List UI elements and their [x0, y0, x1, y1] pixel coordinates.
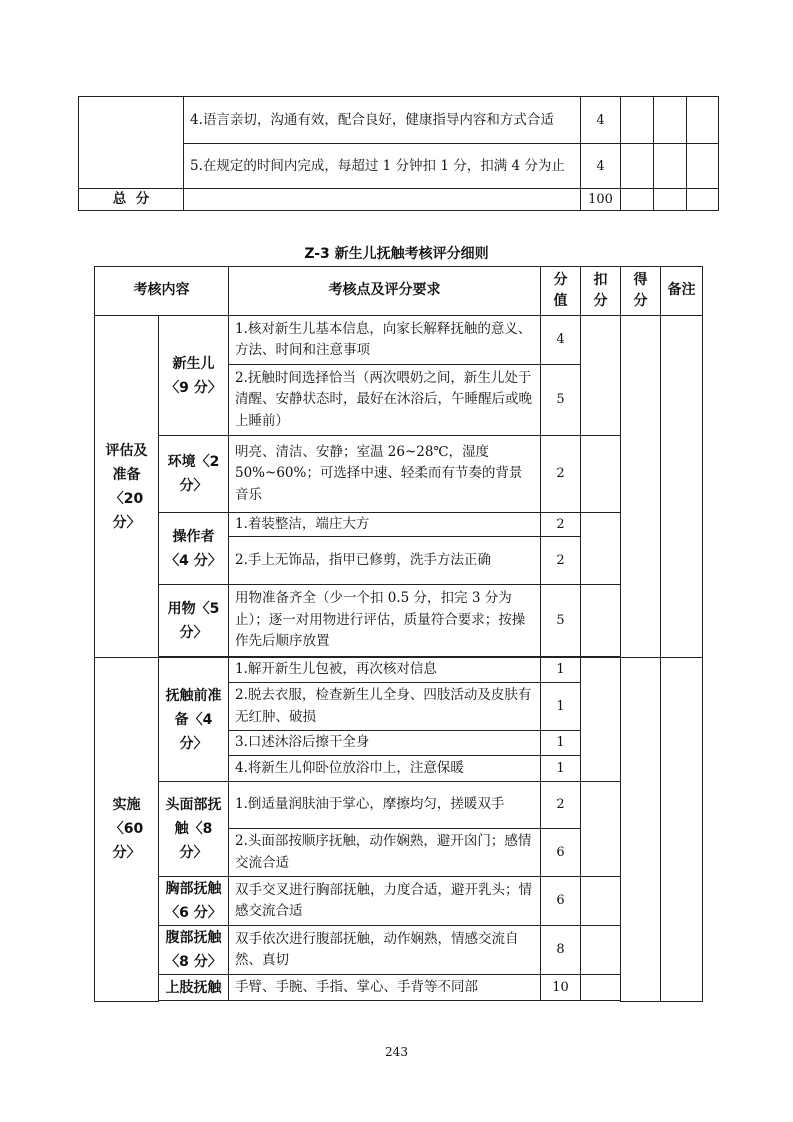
- score-cell: 6: [541, 877, 581, 926]
- score-cell: 1: [541, 658, 581, 683]
- item-text: 2.抚触时间选择恰当（两次喂奶之间，新生儿处于清醒、安静状态时，最好在沐浴后，午睡醒后或晚上睡前）: [229, 365, 541, 436]
- total-row: [79, 189, 719, 211]
- score-cell: 8: [541, 926, 581, 975]
- group-name: 抚触前准备〈4 分〉: [159, 658, 229, 782]
- score-cell: 1: [541, 683, 581, 731]
- table-row: [95, 436, 703, 513]
- table-row: [95, 585, 703, 657]
- item-text: 2.手上无饰品，指甲已修剪，洗手方法正确: [229, 537, 541, 585]
- table-row: [95, 316, 703, 365]
- table-row: [95, 975, 703, 1001]
- item-text: 4.将新生儿仰卧位放浴巾上，注意保暖: [229, 756, 541, 782]
- item-text: 2.脱去衣服，检查新生儿全身、四肢活动及皮肤有无红肿、破损: [229, 683, 541, 731]
- score-cell: 5: [541, 365, 581, 436]
- table-row: [95, 877, 703, 926]
- score-cell: 4: [581, 144, 621, 189]
- header-remark: 备注: [661, 267, 703, 316]
- group-name: 环境〈2 分〉: [159, 436, 229, 513]
- header-row: [95, 267, 703, 316]
- score-cell: 4: [541, 316, 581, 365]
- score-cell: 2: [541, 513, 581, 537]
- group-name: 用物〈5 分〉: [159, 585, 229, 657]
- table-row: [95, 658, 703, 683]
- table-title: Z-3 新生儿抚触考核评分细则: [304, 246, 489, 262]
- group-name: 头面部抚触〈8 分〉: [159, 782, 229, 877]
- table-row: [95, 513, 703, 537]
- previous-table: [78, 96, 719, 211]
- score-cell: 10: [541, 975, 581, 1001]
- item-text: 3.口述沐浴后擦干全身: [229, 731, 541, 756]
- item-text: 4.语言亲切，沟通有效，配合良好，健康指导内容和方式合适: [184, 97, 581, 144]
- header-value: 分值: [541, 267, 581, 316]
- group-name: 上肢抚触: [159, 975, 229, 1001]
- item-text: 1.倒适量润肤油于掌心，摩擦均匀，搓暖双手: [229, 782, 541, 829]
- score-cell: 2: [541, 537, 581, 585]
- header-points: 考核点及评分要求: [229, 267, 541, 316]
- item-text: 5.在规定的时间内完成，每超过 1 分钟扣 1 分，扣满 4 分为止: [184, 144, 581, 189]
- group-name: 胸部抚触〈6 分〉: [159, 877, 229, 926]
- item-text: 1.核对新生儿基本信息，向家长解释抚触的意义、方法、时间和注意事项: [229, 316, 541, 365]
- section-name: 评估及准备〈20分〉: [95, 316, 159, 658]
- item-text: 2.头面部按顺序抚触，动作娴熟，避开囟门；感情交流合适: [229, 829, 541, 877]
- header-content: 考核内容: [95, 267, 229, 316]
- score-cell: 1: [541, 756, 581, 782]
- total-score: 100: [581, 189, 621, 211]
- item-text: 双手依次进行腹部抚触，动作娴熟，情感交流自然、真切: [229, 926, 541, 975]
- header-got: 得分: [621, 267, 661, 316]
- section-name: 实施〈60分〉: [95, 658, 159, 1002]
- group-name: 腹部抚触〈8 分〉: [159, 926, 229, 975]
- table-row: [79, 97, 719, 144]
- score-cell: 1: [541, 731, 581, 756]
- score-cell: 6: [541, 829, 581, 877]
- score-cell: 5: [541, 585, 581, 657]
- table-row: [95, 782, 703, 829]
- score-cell: 2: [541, 436, 581, 513]
- scoring-table: [94, 266, 703, 1002]
- score-cell: 2: [541, 782, 581, 829]
- table-row: [95, 926, 703, 975]
- item-text: 明亮、清洁、安静；室温 26~28℃，湿度 50%~60%；可选择中速、轻柔而有节奏的背景音乐: [229, 436, 541, 513]
- item-text: 1.着装整洁，端庄大方: [229, 513, 541, 537]
- page-number: 243: [385, 1045, 408, 1059]
- item-text: 用物准备齐全（少一个扣 0.5 分，扣完 3 分为止）；逐一对用物进行评估，质量符合要求；按操作先后顺序放置: [229, 585, 541, 657]
- item-text: 1.解开新生儿包被，再次核对信息: [229, 658, 541, 683]
- group-name: 操作者〈4 分〉: [159, 513, 229, 585]
- total-label: 总 分: [79, 189, 184, 211]
- header-deduct: 扣分: [581, 267, 621, 316]
- score-cell: 4: [581, 97, 621, 144]
- item-text: 手臂、手腕、手指、掌心、手背等不同部: [229, 975, 541, 1001]
- group-name: 新生儿〈9 分〉: [159, 316, 229, 436]
- item-text: 双手交叉进行胸部抚触，力度合适，避开乳头；情感交流合适: [229, 877, 541, 926]
